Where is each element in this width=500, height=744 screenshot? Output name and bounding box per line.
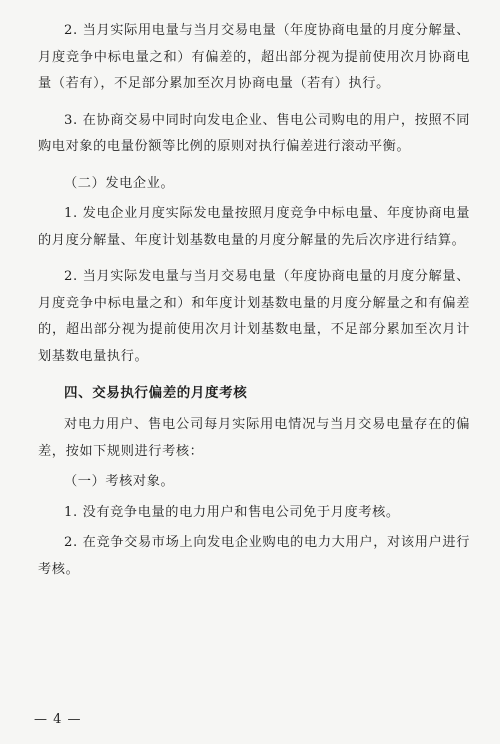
paragraph-consumption-deviation: 2. 当月实际用电量与当月交易电量（年度协商电量的月度分解量、月度竞争中标电量之和）有偏差的，超出部分视为提前使用次月协商电量（若有），不足部分累加至次月协商电量（若有）执行。 <box>38 23 470 91</box>
document-body <box>38 18 470 593</box>
paragraph-generation-deviation: 2. 当月实际发电量与当月交易电量（年度协商电量的月度分解量、月度竞争中标电量之和）和年度计划基数电量的月度分解量之和有偏差的，超出部分视为提前使用次月计划基数电量，不足部分累加至次月计划基数电量执行。 <box>38 269 470 364</box>
paragraph-rolling-balance: 3. 在协商交易中同时向发电企业、售电公司购电的用户，按照不同购电对象的电量份额等比例的原则对执行偏差进行滚动平衡。 <box>38 112 470 154</box>
paragraph-assessment-rules: 对电力用户、售电公司每月实际用电情况与当月交易电量存在的偏差，按如下规则进行考核： <box>38 417 470 459</box>
subheading-assessment-targets: （一）考核对象。 <box>64 474 175 489</box>
section-heading-monthly-assessment: 四、交易执行偏差的月度考核 <box>64 385 248 401</box>
paragraph-settlement-order: 1. 发电企业月度实际发电量按照月度竞争中标电量、年度协商电量的月度分解量、年度计划基数电量的月度分解量的先后次序进行结算。 <box>38 206 470 248</box>
page-number: — 4 — <box>34 712 82 727</box>
subheading-generation-enterprises: （二）发电企业。 <box>64 175 175 191</box>
paragraph-large-user-assessment: 2. 在竞争交易市场上向发电企业购电的电力大用户，对该用户进行考核。 <box>38 535 470 577</box>
paragraph-exemption: 1. 没有竞争电量的电力用户和售电公司免于月度考核。 <box>64 504 400 520</box>
